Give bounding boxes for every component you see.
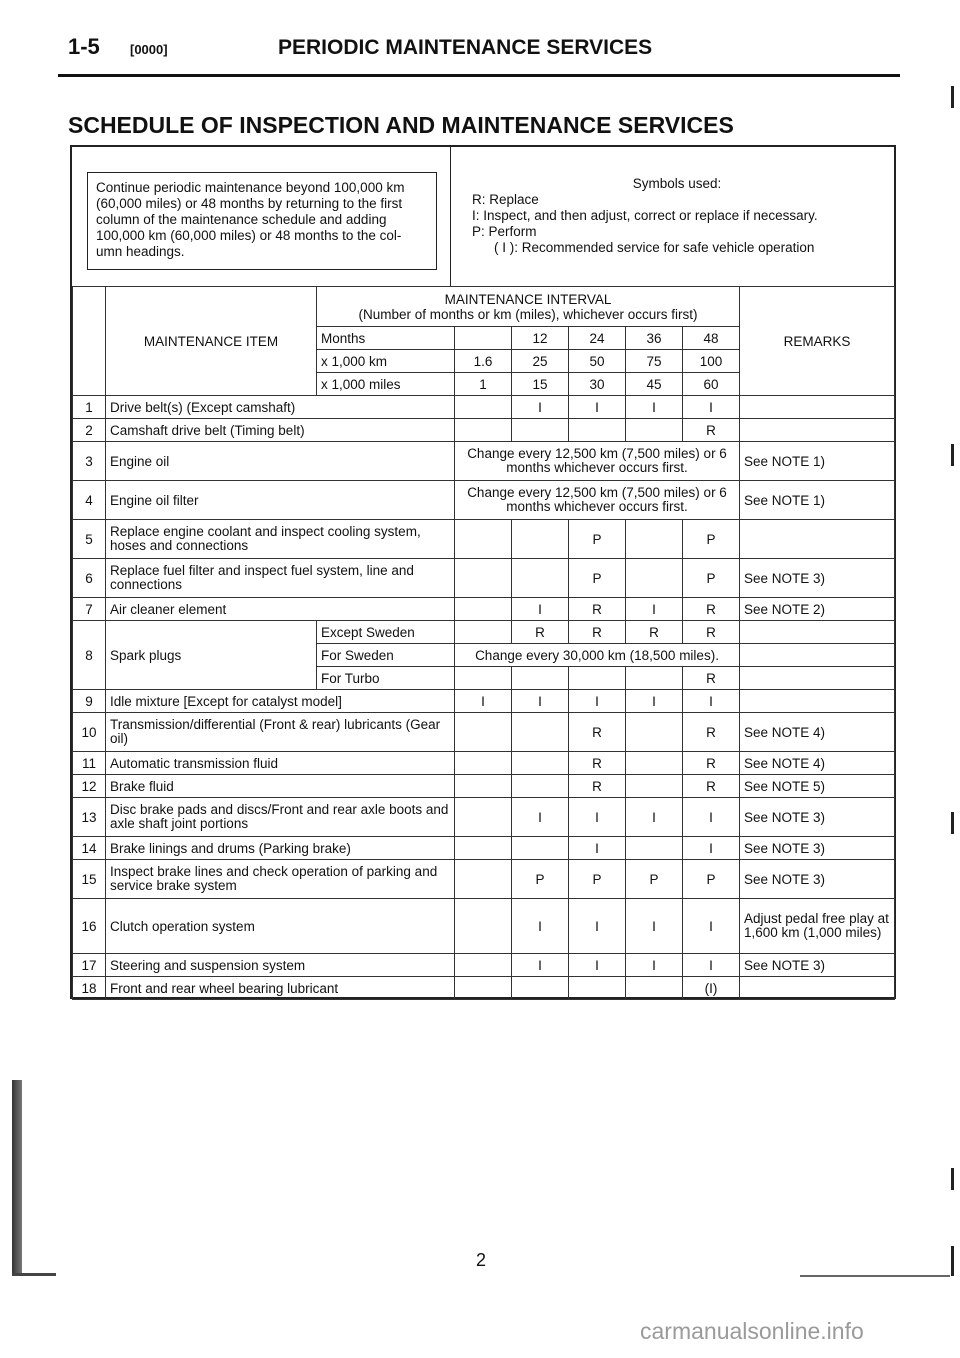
interval-value: 45 <box>626 373 683 396</box>
table-row <box>73 860 895 899</box>
item-name: Drive belt(s) (Except camshaft) <box>106 396 455 419</box>
item-number: 1 <box>73 396 106 419</box>
interval-mark: I <box>683 954 740 977</box>
item-name: Automatic transmission fluid <box>106 752 455 775</box>
interval-mark <box>512 667 569 690</box>
item-column-header: MAINTENANCE ITEM <box>106 287 317 396</box>
item-name: Idle mixture [Except for catalyst model] <box>106 690 455 713</box>
scan-mark <box>951 812 954 834</box>
interval-mark <box>455 798 512 837</box>
remarks: See NOTE 3) <box>740 559 895 598</box>
interval-mark <box>512 559 569 598</box>
interval-mark: I <box>683 396 740 419</box>
interval-mark: I <box>626 954 683 977</box>
interval-mark <box>455 899 512 954</box>
interval-mark <box>512 752 569 775</box>
remarks: See NOTE 4) <box>740 713 895 752</box>
table-row <box>73 559 895 598</box>
item-name: Disc brake pads and discs/Front and rear axle boots and axle shaft joint portions <box>106 798 455 837</box>
interval-mark <box>626 775 683 798</box>
interval-mark <box>455 837 512 860</box>
interval-span-text: Change every 12,500 km (7,500 miles) or 6 months whichever occurs first. <box>455 442 740 481</box>
interval-mark <box>455 752 512 775</box>
item-number: 6 <box>73 559 106 598</box>
remarks: See NOTE 3) <box>740 954 895 977</box>
interval-mark: I <box>455 690 512 713</box>
remarks: See NOTE 5) <box>740 775 895 798</box>
table-row <box>73 752 895 775</box>
item-name: Front and rear wheel bearing lubricant <box>106 977 455 1000</box>
note-line: column of the maintenance schedule and adding <box>96 212 387 227</box>
table-row <box>73 977 895 1000</box>
interval-value: 50 <box>569 350 626 373</box>
remarks: See NOTE 2) <box>740 598 895 621</box>
item-number: 8 <box>73 621 106 690</box>
interval-mark: I <box>512 690 569 713</box>
remarks <box>740 667 895 690</box>
table-row <box>73 621 895 644</box>
subrow-label: For Sweden <box>317 644 455 667</box>
table-row <box>73 713 895 752</box>
remarks <box>740 419 895 442</box>
interval-mark: R <box>683 621 740 644</box>
note-line: umn headings. <box>96 244 185 259</box>
interval-value: 36 <box>626 327 683 350</box>
table-row <box>73 775 895 798</box>
table-row <box>73 899 895 954</box>
interval-mark: (I) <box>683 977 740 1000</box>
corner-line <box>800 1275 950 1277</box>
item-number: 17 <box>73 954 106 977</box>
remarks <box>740 977 895 1000</box>
remarks: See NOTE 4) <box>740 752 895 775</box>
remarks: See NOTE 3) <box>740 860 895 899</box>
interval-mark: R <box>683 775 740 798</box>
item-name: Clutch operation system <box>106 899 455 954</box>
interval-mark <box>626 977 683 1000</box>
remarks <box>740 690 895 713</box>
interval-mark <box>569 419 626 442</box>
interval-mark: P <box>626 860 683 899</box>
interval-title: MAINTENANCE INTERVAL <box>444 291 612 307</box>
table-row <box>73 481 895 520</box>
interval-mark <box>455 419 512 442</box>
symbol-inspect: I: Inspect, and then adjust, correct or replace if necessary. <box>472 208 818 223</box>
section-title: PERIODIC MAINTENANCE SERVICES <box>278 36 653 59</box>
header-row <box>73 287 895 327</box>
interval-span-text: Change every 12,500 km (7,500 miles) or 6 months whichever occurs first. <box>455 481 740 520</box>
interval-mark <box>512 775 569 798</box>
remarks: See NOTE 1) <box>740 481 895 520</box>
page-title: SCHEDULE OF INSPECTION AND MAINTENANCE SERVICES <box>68 112 734 138</box>
interval-mark: R <box>512 621 569 644</box>
remarks <box>740 520 895 559</box>
interval-value: 1 <box>455 373 512 396</box>
interval-mark <box>626 667 683 690</box>
interval-mark <box>455 598 512 621</box>
interval-mark: I <box>512 598 569 621</box>
interval-mark: P <box>569 559 626 598</box>
item-name: Replace fuel filter and inspect fuel system, line and connections <box>106 559 455 598</box>
interval-mark <box>512 419 569 442</box>
table-row <box>73 396 895 419</box>
interval-mark: I <box>569 954 626 977</box>
remarks-column-header: REMARKS <box>740 287 895 396</box>
interval-value: 30 <box>569 373 626 396</box>
item-name: Steering and suspension system <box>106 954 455 977</box>
interval-mark: I <box>569 798 626 837</box>
table-row <box>73 690 895 713</box>
remarks: See NOTE 3) <box>740 798 895 837</box>
table-row <box>73 837 895 860</box>
item-number: 2 <box>73 419 106 442</box>
interval-value: 1.6 <box>455 350 512 373</box>
item-number: 12 <box>73 775 106 798</box>
interval-mark <box>455 520 512 559</box>
interval-mark: P <box>683 520 740 559</box>
interval-mark <box>455 775 512 798</box>
item-name: Spark plugs <box>106 621 317 690</box>
interval-mark: I <box>626 899 683 954</box>
interval-mark: I <box>683 690 740 713</box>
interval-mark: I <box>683 837 740 860</box>
item-number: 18 <box>73 977 106 1000</box>
interval-mark: R <box>569 775 626 798</box>
interval-mark: I <box>512 396 569 419</box>
interval-mark: I <box>569 396 626 419</box>
interval-mark: P <box>569 520 626 559</box>
interval-mark <box>626 713 683 752</box>
watermark: carmanualsonline.info <box>640 1318 864 1344</box>
interval-subtitle: (Number of months or km (miles), whichever occurs first) <box>358 306 698 322</box>
interval-mark: R <box>683 419 740 442</box>
interval-value: 48 <box>683 327 740 350</box>
remarks <box>740 621 895 644</box>
interval-mark <box>455 621 512 644</box>
page-number: 2 <box>476 1250 487 1270</box>
note-line: (60,000 miles) or 48 months by returning to the first <box>96 196 403 211</box>
interval-value: 12 <box>512 327 569 350</box>
subrow-label: Except Sweden <box>317 621 455 644</box>
item-name: Engine oil <box>106 442 455 481</box>
interval-label: x 1,000 km <box>317 350 455 373</box>
interval-mark <box>512 837 569 860</box>
remarks: Adjust pedal free play at 1,600 km (1,000 miles) <box>740 899 895 954</box>
interval-mark: R <box>569 621 626 644</box>
interval-value: 60 <box>683 373 740 396</box>
binding-edge-foot <box>12 1273 56 1276</box>
note-line: 100,000 km (60,000 miles) or 48 months to the col- <box>96 228 402 243</box>
interval-mark: R <box>569 713 626 752</box>
interval-mark <box>569 977 626 1000</box>
interval-mark <box>455 667 512 690</box>
interval-mark: I <box>626 690 683 713</box>
note-line: Continue periodic maintenance beyond 100,000 km <box>96 180 405 195</box>
item-name: Air cleaner element <box>106 598 455 621</box>
interval-mark <box>455 954 512 977</box>
interval-mark <box>455 977 512 1000</box>
item-name: Replace engine coolant and inspect cooling system, hoses and connections <box>106 520 455 559</box>
item-name: Inspect brake lines and check operation of parking and service brake system <box>106 860 455 899</box>
interval-mark: I <box>626 598 683 621</box>
scan-mark <box>951 86 954 108</box>
table-row <box>73 954 895 977</box>
table-row <box>73 798 895 837</box>
item-number: 5 <box>73 520 106 559</box>
interval-mark <box>626 419 683 442</box>
remarks: See NOTE 1) <box>740 442 895 481</box>
interval-value: 15 <box>512 373 569 396</box>
symbol-recommended: ( I ): Recommended service for safe vehicle operation <box>494 240 815 255</box>
interval-mark: I <box>683 798 740 837</box>
item-number: 7 <box>73 598 106 621</box>
item-number: 4 <box>73 481 106 520</box>
interval-value: 100 <box>683 350 740 373</box>
item-name: Engine oil filter <box>106 481 455 520</box>
interval-header <box>317 287 740 327</box>
interval-label: Months <box>317 327 455 350</box>
interval-mark <box>626 559 683 598</box>
continuation-note <box>87 172 437 270</box>
symbols-title: Symbols used: <box>632 176 722 191</box>
remarks <box>740 644 895 667</box>
interval-label: x 1,000 miles <box>317 373 455 396</box>
item-number: 3 <box>73 442 106 481</box>
interval-mark <box>455 396 512 419</box>
interval-value: 25 <box>512 350 569 373</box>
interval-mark: R <box>683 713 740 752</box>
item-name: Transmission/differential (Front & rear) lubricants (Gear oil) <box>106 713 455 752</box>
interval-value: 75 <box>626 350 683 373</box>
interval-mark: I <box>626 396 683 419</box>
remarks: See NOTE 3) <box>740 837 895 860</box>
interval-mark: R <box>569 598 626 621</box>
item-number: 11 <box>73 752 106 775</box>
item-name: Brake linings and drums (Parking brake) <box>106 837 455 860</box>
interval-mark: R <box>683 598 740 621</box>
item-number: 16 <box>73 899 106 954</box>
interval-mark: I <box>512 798 569 837</box>
interval-mark <box>455 860 512 899</box>
interval-mark <box>626 752 683 775</box>
remarks <box>740 396 895 419</box>
page-header <box>68 34 652 64</box>
interval-mark <box>512 520 569 559</box>
interval-mark <box>626 837 683 860</box>
maintenance-schedule-table <box>72 286 895 1000</box>
subrow-label: For Turbo <box>317 667 455 690</box>
num-header-cell <box>73 287 106 396</box>
header-rule <box>58 74 900 77</box>
symbols-legend <box>472 176 882 256</box>
interval-mark: R <box>683 752 740 775</box>
interval-mark: I <box>569 837 626 860</box>
item-number: 9 <box>73 690 106 713</box>
interval-mark <box>512 713 569 752</box>
item-name: Camshaft drive belt (Timing belt) <box>106 419 455 442</box>
symbol-perform: P: Perform <box>472 224 537 239</box>
interval-mark: P <box>683 559 740 598</box>
interval-mark: I <box>683 899 740 954</box>
section-code: [0000] <box>130 42 168 57</box>
interval-mark <box>512 977 569 1000</box>
interval-mark: I <box>569 690 626 713</box>
scan-mark <box>951 444 954 466</box>
item-number: 14 <box>73 837 106 860</box>
interval-mark <box>626 520 683 559</box>
interval-mark: I <box>569 899 626 954</box>
item-name: Brake fluid <box>106 775 455 798</box>
interval-mark: R <box>683 667 740 690</box>
interval-mark <box>455 713 512 752</box>
item-number: 10 <box>73 713 106 752</box>
interval-span-text: Change every 30,000 km (18,500 miles). <box>455 644 740 667</box>
table-row <box>73 598 895 621</box>
interval-mark: R <box>626 621 683 644</box>
table-row <box>73 520 895 559</box>
binding-edge <box>12 1080 22 1275</box>
interval-mark <box>455 559 512 598</box>
interval-mark: P <box>569 860 626 899</box>
symbol-replace: R: Replace <box>472 192 539 207</box>
item-number: 15 <box>73 860 106 899</box>
table-row <box>73 419 895 442</box>
interval-value: 24 <box>569 327 626 350</box>
scan-mark <box>951 1246 954 1276</box>
interval-mark: I <box>626 798 683 837</box>
interval-mark: P <box>683 860 740 899</box>
table-row <box>73 442 895 481</box>
interval-mark: P <box>512 860 569 899</box>
interval-mark: I <box>512 899 569 954</box>
interval-mark: I <box>512 954 569 977</box>
item-number: 13 <box>73 798 106 837</box>
page-ref: 1-5 <box>68 34 100 59</box>
interval-value <box>455 327 512 350</box>
top-divider <box>450 145 451 286</box>
interval-mark: R <box>569 752 626 775</box>
interval-mark <box>569 667 626 690</box>
scan-mark <box>951 1168 954 1190</box>
